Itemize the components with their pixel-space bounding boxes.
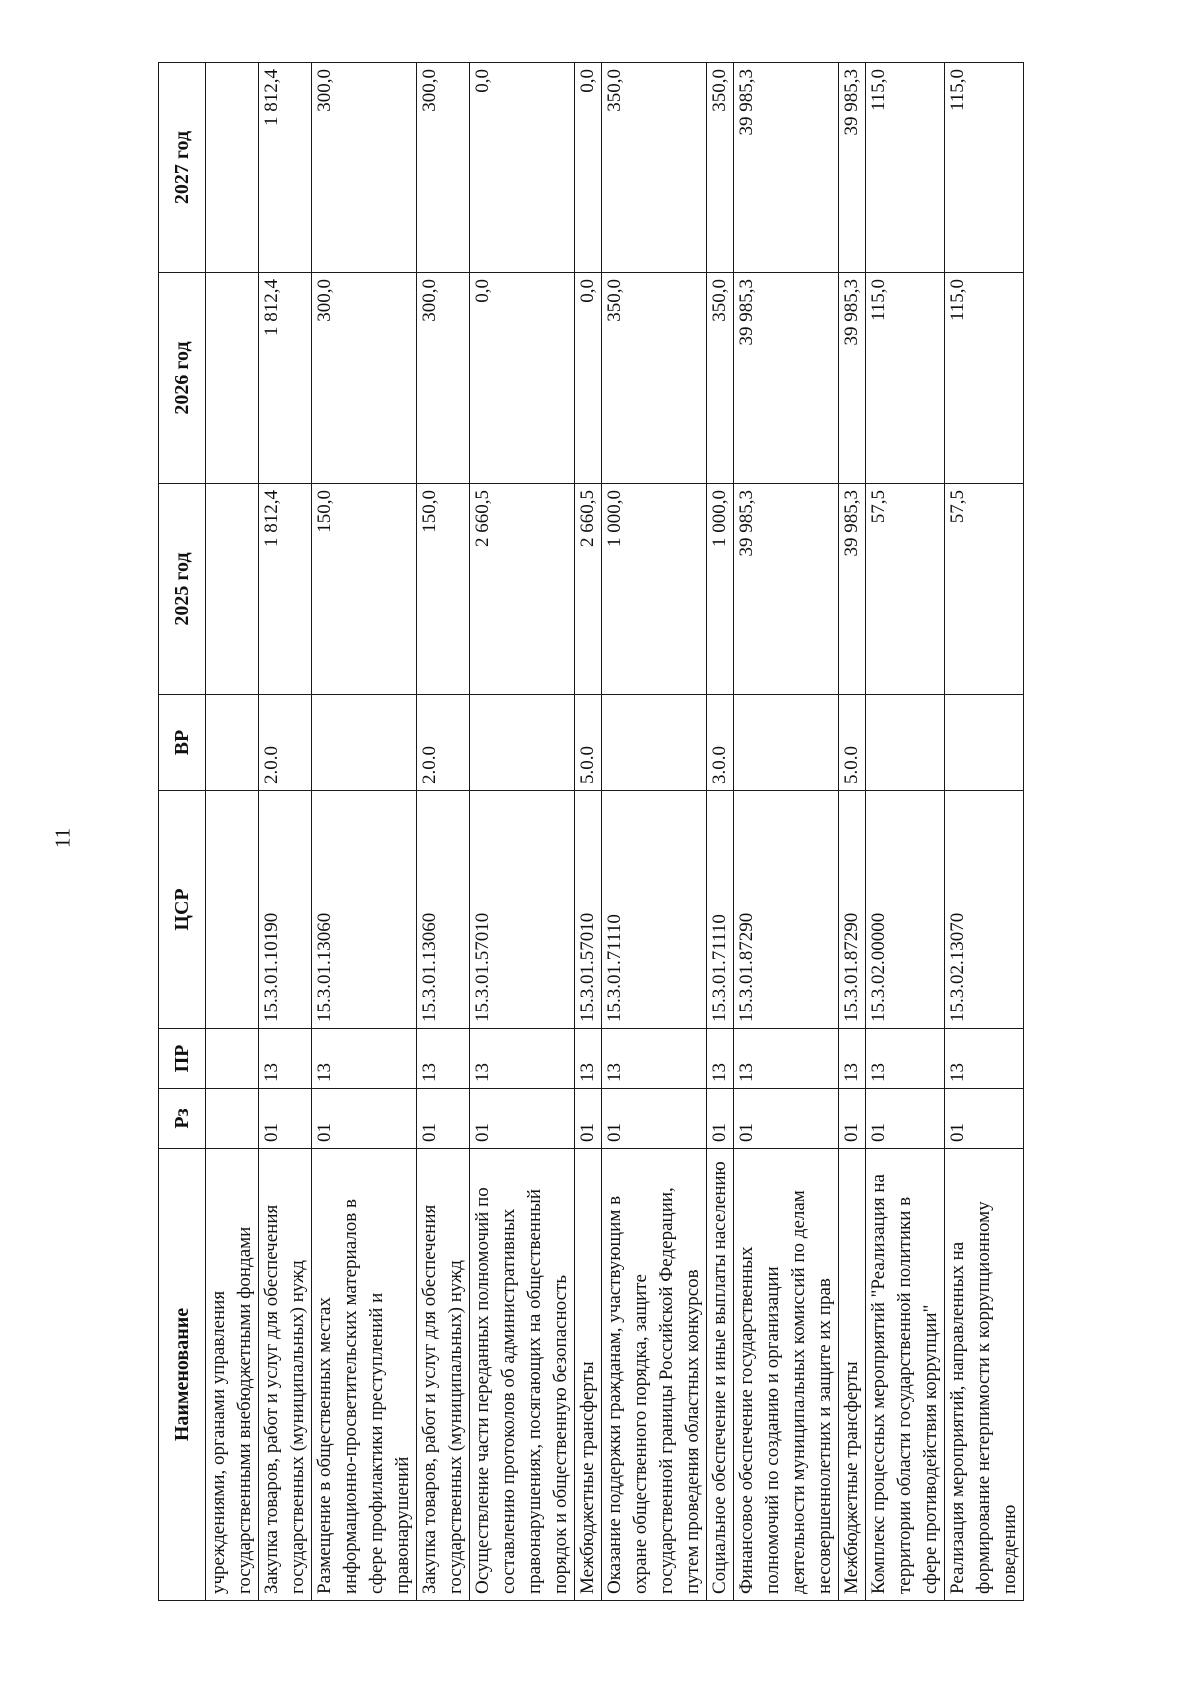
page-number: 11	[50, 827, 75, 849]
cell-pr: 13	[945, 1029, 1024, 1089]
cell-rz: 01	[945, 1089, 1024, 1149]
header-csr: ЦСР	[159, 791, 206, 1029]
cell-2026: 0,0	[575, 273, 602, 484]
cell-vr: 2.0.0	[417, 695, 470, 791]
cell-name: Социальное обеспечение и иные выплаты населению	[707, 1149, 734, 1601]
cell-2027	[206, 63, 259, 273]
cell-2025: 39 985,3	[734, 484, 839, 695]
cell-2026: 300,0	[312, 273, 417, 484]
cell-2026: 115,0	[866, 273, 945, 484]
cell-2027: 115,0	[866, 63, 945, 273]
cell-name: Размещение в общественных местах информационно-просветительских материалов в сфере профилактики преступлений и правонарушений	[312, 1149, 417, 1601]
cell-2025: 57,5	[945, 484, 1024, 695]
cell-vr	[945, 695, 1024, 791]
table-frame	[158, 63, 1022, 1601]
cell-vr	[734, 695, 839, 791]
table-row	[575, 63, 602, 1601]
cell-2025: 39 985,3	[839, 484, 866, 695]
cell-rz: 01	[707, 1089, 734, 1149]
cell-2026: 350,0	[707, 273, 734, 484]
cell-2026	[206, 273, 259, 484]
cell-name: Реализация мероприятий, направленных на формирование нетерпимости к коррупционному поведению	[945, 1149, 1024, 1601]
cell-2026: 115,0	[945, 273, 1024, 484]
cell-name: Финансовое обеспечение государственных полномочий по созданию и организации деятельности муниципальных комиссий по делам несовершеннолетних и защите их прав	[734, 1149, 839, 1601]
cell-2027: 39 985,3	[839, 63, 866, 273]
cell-rz: 01	[259, 1089, 312, 1149]
cell-2027: 0,0	[470, 63, 575, 273]
header-name: Наименование	[159, 1149, 206, 1601]
cell-csr: 15.3.01.71110	[707, 791, 734, 1029]
cell-name: учреждениями, органами управления государственными внебюджетными фондами	[206, 1149, 259, 1601]
cell-csr: 15.3.01.10190	[259, 791, 312, 1029]
cell-csr: 15.3.02.00000	[866, 791, 945, 1029]
cell-2027: 300,0	[312, 63, 417, 273]
cell-rz: 01	[417, 1089, 470, 1149]
cell-name: Оказание поддержки гражданам, участвующим в охране общественного порядка, защите государственной границы Российской Федерации, путем проведения областных конкурсов	[602, 1149, 707, 1601]
cell-rz: 01	[602, 1089, 707, 1149]
header-2027: 2027 год	[159, 63, 206, 273]
table-row	[945, 63, 1024, 1601]
cell-csr	[206, 791, 259, 1029]
budget-table	[158, 62, 1024, 1601]
cell-csr: 15.3.01.87290	[734, 791, 839, 1029]
cell-csr: 15.3.02.13070	[945, 791, 1024, 1029]
cell-2025: 150,0	[417, 484, 470, 695]
cell-2026: 0,0	[470, 273, 575, 484]
cell-vr	[206, 695, 259, 791]
cell-2026: 300,0	[417, 273, 470, 484]
cell-2025: 1 812,4	[259, 484, 312, 695]
cell-2027: 1 812,4	[259, 63, 312, 273]
cell-csr: 15.3.01.13060	[312, 791, 417, 1029]
cell-pr: 13	[866, 1029, 945, 1089]
cell-2025	[206, 484, 259, 695]
cell-rz: 01	[734, 1089, 839, 1149]
table-row	[707, 63, 734, 1601]
cell-name: Комплекс процессных мероприятий "Реализация на территории области государственной политики в сфере противодействия коррупции"	[866, 1149, 945, 1601]
cell-vr: 2.0.0	[259, 695, 312, 791]
table-header-row	[159, 63, 206, 1601]
cell-2025: 150,0	[312, 484, 417, 695]
cell-name: Закупка товаров, работ и услуг для обеспечения государственных (муниципальных) нужд	[417, 1149, 470, 1601]
cell-vr: 3.0.0	[707, 695, 734, 791]
header-vr: ВР	[159, 695, 206, 791]
cell-2027: 350,0	[602, 63, 707, 273]
cell-2025: 2 660,5	[470, 484, 575, 695]
cell-pr: 13	[575, 1029, 602, 1089]
cell-name: Закупка товаров, работ и услуг для обеспечения государственных (муниципальных) нужд	[259, 1149, 312, 1601]
cell-vr	[312, 695, 417, 791]
cell-pr: 13	[734, 1029, 839, 1089]
cell-pr: 13	[707, 1029, 734, 1089]
cell-2027: 350,0	[707, 63, 734, 273]
cell-2026: 39 985,3	[839, 273, 866, 484]
cell-2026: 1 812,4	[259, 273, 312, 484]
header-rz: Рз	[159, 1089, 206, 1149]
table-row	[312, 63, 417, 1601]
cell-rz	[206, 1089, 259, 1149]
cell-2025: 57,5	[866, 484, 945, 695]
cell-pr: 13	[417, 1029, 470, 1089]
cell-rz: 01	[312, 1089, 417, 1149]
table-row	[259, 63, 312, 1601]
cell-pr: 13	[602, 1029, 707, 1089]
table-row	[470, 63, 575, 1601]
table-row	[206, 63, 259, 1601]
cell-vr: 5.0.0	[839, 695, 866, 791]
header-2026: 2026 год	[159, 273, 206, 484]
cell-rz: 01	[575, 1089, 602, 1149]
cell-vr	[602, 695, 707, 791]
cell-vr	[866, 695, 945, 791]
table-row	[602, 63, 707, 1601]
cell-rz: 01	[470, 1089, 575, 1149]
cell-csr: 15.3.01.87290	[839, 791, 866, 1029]
cell-pr: 13	[839, 1029, 866, 1089]
cell-csr: 15.3.01.57010	[575, 791, 602, 1029]
cell-2025: 1 000,0	[602, 484, 707, 695]
cell-2027: 115,0	[945, 63, 1024, 273]
header-pr: ПР	[159, 1029, 206, 1089]
table-row	[839, 63, 866, 1601]
cell-rz: 01	[866, 1089, 945, 1149]
cell-rz: 01	[839, 1089, 866, 1149]
cell-name: Межбюджетные трансферты	[575, 1149, 602, 1601]
table-row	[866, 63, 945, 1601]
cell-name: Межбюджетные трансферты	[839, 1149, 866, 1601]
cell-pr	[206, 1029, 259, 1089]
cell-2027: 39 985,3	[734, 63, 839, 273]
table-row	[417, 63, 470, 1601]
cell-pr: 13	[259, 1029, 312, 1089]
cell-2025: 1 000,0	[707, 484, 734, 695]
rotated-table-wrapper	[158, 63, 1022, 1601]
cell-2026: 350,0	[602, 273, 707, 484]
cell-csr: 15.3.01.71110	[602, 791, 707, 1029]
cell-pr: 13	[312, 1029, 417, 1089]
cell-csr: 15.3.01.13060	[417, 791, 470, 1029]
header-2025: 2025 год	[159, 484, 206, 695]
cell-pr: 13	[470, 1029, 575, 1089]
cell-name: Осуществление части переданных полномочий по составлению протоколов об административных правонарушениях, посягающих на общественный порядок и общественную безопасность	[470, 1149, 575, 1601]
cell-2027: 0,0	[575, 63, 602, 273]
table-row	[734, 63, 839, 1601]
cell-vr: 5.0.0	[575, 695, 602, 791]
cell-2025: 2 660,5	[575, 484, 602, 695]
cell-csr: 15.3.01.57010	[470, 791, 575, 1029]
cell-2027: 300,0	[417, 63, 470, 273]
cell-vr	[470, 695, 575, 791]
cell-2026: 39 985,3	[734, 273, 839, 484]
